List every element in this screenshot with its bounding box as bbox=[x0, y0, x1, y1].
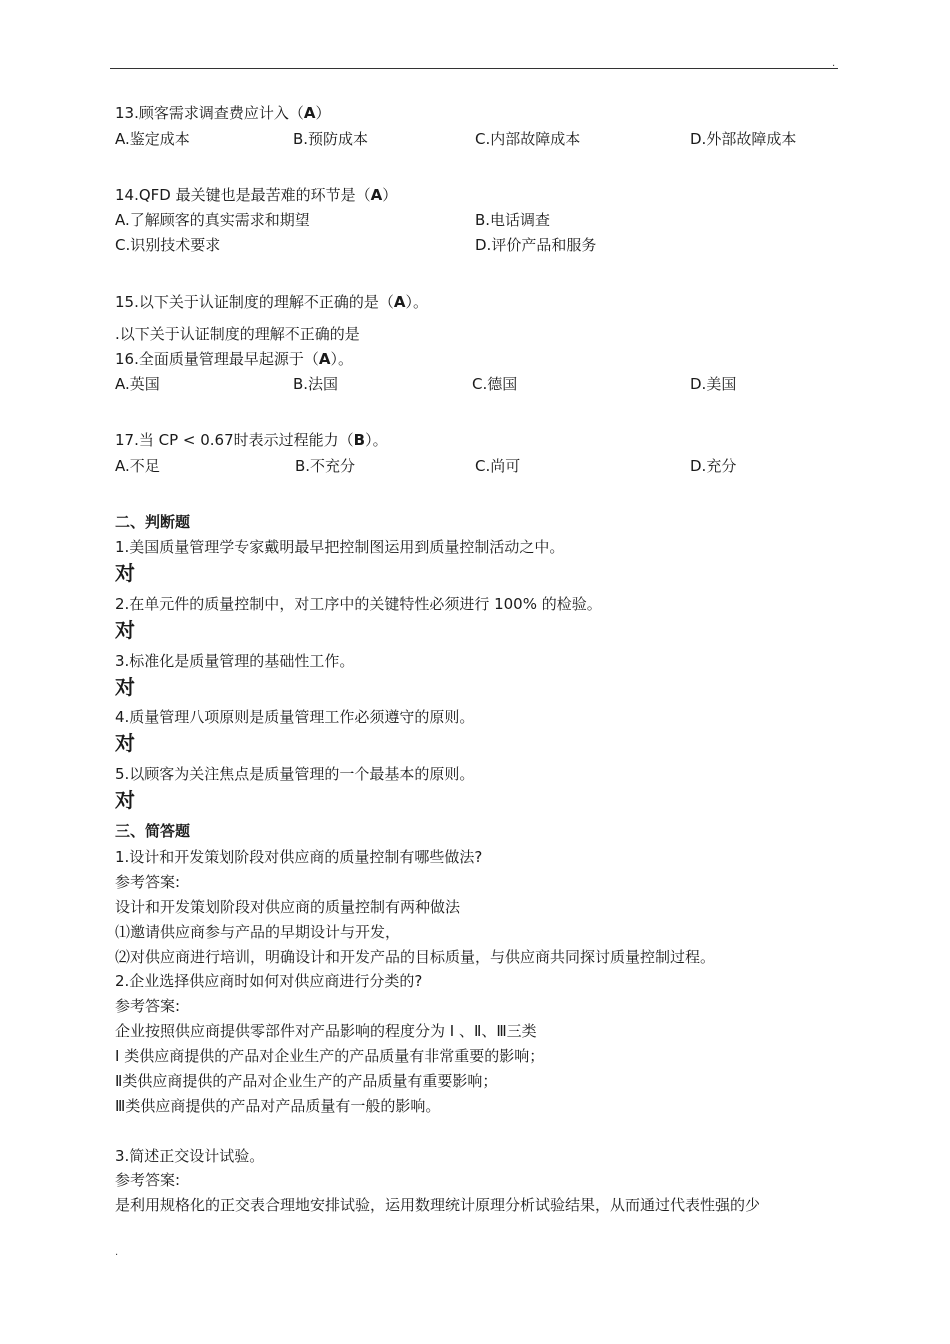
question-14-stem: 14.QFD 最关键也是最苦难的环节是（ bbox=[115, 186, 371, 204]
option-14-a: A.了解顾客的真实需求和期望 bbox=[115, 211, 310, 229]
judge-item-5: 5.以顾客为关注焦点是质量管理的一个最基本的原则。 bbox=[115, 765, 475, 783]
question-13-answer: A bbox=[303, 104, 316, 122]
short-question-1: 1.设计和开发策划阶段对供应商的质量控制有哪些做法? bbox=[115, 848, 483, 866]
option-14-c: C.识别技术要求 bbox=[115, 236, 221, 254]
question-16 bbox=[115, 349, 353, 369]
question-13 bbox=[115, 103, 330, 123]
question-13-stem: 13.顾客需求调查费应计入（ bbox=[115, 104, 304, 122]
option-16-a: A.英国 bbox=[115, 375, 160, 393]
answer-2-line-2: Ⅰ 类供应商提供的产品对企业生产的产品质量有非常重要的影响； bbox=[115, 1047, 545, 1065]
option-13-b: B.预防成本 bbox=[293, 130, 369, 148]
question-15 bbox=[115, 292, 428, 312]
footer-mark: . bbox=[115, 1247, 119, 1258]
question-17-close: ）。 bbox=[365, 431, 388, 449]
judge-answer-3: 对 bbox=[115, 675, 135, 699]
short-question-3: 3.简述正交设计试验。 bbox=[115, 1147, 265, 1165]
judge-answer-4: 对 bbox=[115, 731, 135, 755]
question-15-close: ）。 bbox=[405, 293, 428, 311]
judge-answer-2: 对 bbox=[115, 618, 135, 642]
answer-2-line-1: 企业按照供应商提供零部件对产品影响的程度分为 Ⅰ 、Ⅱ、Ⅲ三类 bbox=[115, 1022, 537, 1040]
option-13-a: A.鉴定成本 bbox=[115, 130, 190, 148]
question-16-stem: 16.全面质量管理最早起源于（ bbox=[115, 350, 319, 368]
question-14-close: ） bbox=[382, 186, 398, 204]
option-16-c: C.德国 bbox=[472, 375, 518, 393]
answer-1-line-2: ⑴邀请供应商参与产品的早期设计与开发， bbox=[115, 923, 401, 941]
option-17-b: B.不充分 bbox=[295, 457, 356, 475]
question-14-answer: A bbox=[370, 186, 383, 204]
question-15-answer: A bbox=[393, 293, 406, 311]
header-mark: . bbox=[832, 58, 836, 69]
answer-1-line-3: ⑵对供应商进行培训，明确设计和开发产品的目标质量，与供应商共同探讨质量控制过程。 bbox=[115, 948, 716, 966]
answer-1-line-1: 设计和开发策划阶段对供应商的质量控制有两种做法 bbox=[115, 898, 461, 916]
question-17 bbox=[115, 430, 388, 450]
option-14-b: B.电话调查 bbox=[475, 211, 551, 229]
option-16-b: B.法国 bbox=[293, 375, 339, 393]
judge-item-2: 2.在单元件的质量控制中，对工序中的关键特性必须进行 100% 的检验。 bbox=[115, 595, 602, 613]
judge-answer-5: 对 bbox=[115, 788, 135, 812]
question-14 bbox=[115, 185, 397, 205]
short-question-2: 2.企业选择供应商时如何对供应商进行分类的? bbox=[115, 972, 423, 990]
answer-2-line-3: Ⅱ类供应商提供的产品对企业生产的产品质量有重要影响； bbox=[115, 1072, 498, 1090]
judge-item-4: 4.质量管理八项原则是质量管理工作必须遵守的原则。 bbox=[115, 708, 475, 726]
header-rule bbox=[110, 68, 838, 69]
option-17-c: C.尚可 bbox=[475, 457, 521, 475]
reference-label-1: 参考答案: bbox=[115, 873, 181, 891]
option-17-d: D.充分 bbox=[690, 457, 737, 475]
option-17-a: A.不足 bbox=[115, 457, 160, 475]
question-17-stem: 17.当 CP < 0.67时表示过程能力（ bbox=[115, 431, 354, 449]
option-14-d: D.评价产品和服务 bbox=[475, 236, 597, 254]
question-16-answer: A bbox=[318, 350, 331, 368]
question-17-answer: B bbox=[353, 431, 366, 449]
option-16-d: D.美国 bbox=[690, 375, 737, 393]
judge-answer-1: 对 bbox=[115, 561, 135, 585]
option-13-c: C.内部故障成本 bbox=[475, 130, 581, 148]
question-15-stem: 15.以下关于认证制度的理解不正确的是（ bbox=[115, 293, 394, 311]
question-13-close: ） bbox=[315, 104, 331, 122]
option-13-d: D.外部故障成本 bbox=[690, 130, 797, 148]
question-16-close: ）。 bbox=[330, 350, 353, 368]
question-15-repeat: .以下关于认证制度的理解不正确的是 bbox=[115, 325, 360, 343]
reference-label-3: 参考答案: bbox=[115, 1171, 181, 1189]
answer-2-line-4: Ⅲ类供应商提供的产品对产品质量有一般的影响。 bbox=[115, 1097, 441, 1115]
answer-3-line-1: 是利用规格化的正交表合理地安排试验，运用数理统计原理分析试验结果，从而通过代表性强的少 bbox=[115, 1196, 761, 1214]
section-2-title: 二、判断题 bbox=[115, 513, 191, 531]
judge-item-3: 3.标准化是质量管理的基础性工作。 bbox=[115, 652, 355, 670]
judge-item-1: 1.美国质量管理学专家戴明最早把控制图运用到质量控制活动之中。 bbox=[115, 538, 565, 556]
reference-label-2: 参考答案: bbox=[115, 997, 181, 1015]
section-3-title: 三、简答题 bbox=[115, 822, 191, 840]
